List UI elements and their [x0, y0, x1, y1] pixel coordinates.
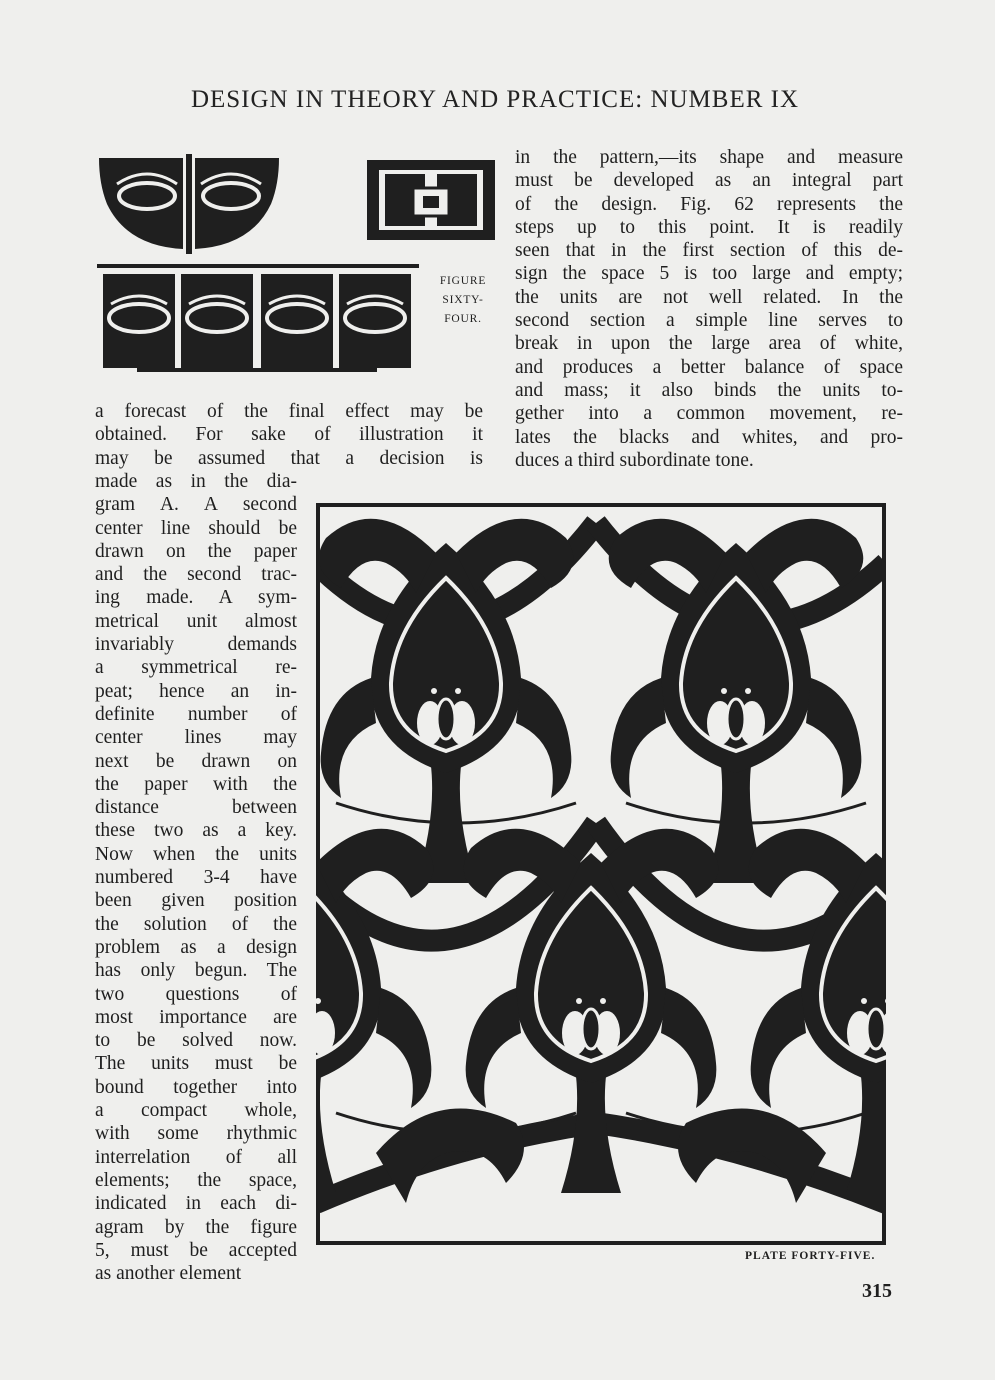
text-line: Now when the units: [95, 843, 297, 865]
figure-64-border-band: [97, 262, 419, 377]
text-line: a compact whole,: [95, 1100, 297, 1122]
text-line: and the second trac-: [95, 564, 297, 586]
text-line: the paper with the: [95, 773, 297, 795]
text-line: 5, must be accepted: [95, 1239, 297, 1261]
text-line: numbered 3-4 have: [95, 867, 297, 889]
figure-64-ornament-square: [365, 158, 497, 242]
text-line: distance between: [95, 797, 297, 819]
left-column-text: [95, 400, 483, 470]
text-line: indicated in each di-: [95, 1193, 297, 1215]
figure-caption-line: FOUR.: [444, 313, 482, 325]
plate-45-pattern: [316, 503, 886, 1245]
text-line: bound together into: [95, 1076, 297, 1098]
text-line: drawn on the paper: [95, 540, 297, 562]
figure-64-ornament-top: [97, 154, 281, 254]
text-line: The units must be: [95, 1053, 297, 1075]
text-line: metrical unit almost: [95, 610, 297, 632]
text-line: invariably demands: [95, 634, 297, 656]
text-line: elements; the space,: [95, 1169, 297, 1191]
plate-caption: PLATE FORTY-FIVE.: [745, 1250, 876, 1262]
text-line: in the pattern,—its shape and measure: [515, 147, 903, 168]
text-line: been given position: [95, 890, 297, 912]
text-line: next be drawn on: [95, 750, 297, 772]
text-line: with some rhythmic: [95, 1123, 297, 1145]
text-line: of the design. Fig. 62 represents the: [515, 193, 903, 215]
text-line: seen that in the first section of this de-: [515, 240, 903, 262]
page-number: 315: [862, 1280, 892, 1302]
text-line: may be assumed that a decision is: [95, 447, 483, 469]
text-line: duces a third subordinate tone.: [515, 449, 754, 471]
text-line: made as in the dia-: [95, 471, 297, 492]
figure-caption-line: SIXTY-: [442, 294, 484, 306]
text-line: to be solved now.: [95, 1030, 297, 1052]
text-line: center lines may: [95, 727, 297, 749]
text-line: most importance are: [95, 1006, 297, 1028]
text-line: lates the blacks and whites, and pro-: [515, 426, 903, 448]
left-narrow-column-text: [95, 470, 297, 1285]
text-line: peat; hence an in-: [95, 680, 297, 702]
text-line: center line should be: [95, 517, 297, 539]
text-line: definite number of: [95, 703, 297, 725]
text-line: has only begun. The: [95, 960, 297, 982]
text-line: and mass; it also binds the units to-: [515, 379, 903, 401]
page-header: DESIGN IN THEORY AND PRACTICE: NUMBER IX: [190, 86, 800, 113]
text-line: gether into a common movement, re-: [515, 403, 903, 425]
text-line: a symmetrical re-: [95, 657, 297, 679]
text-line: the units are not well related. In the: [515, 286, 903, 308]
text-line: problem as a design: [95, 936, 297, 958]
figure-caption: [418, 272, 508, 329]
figure-caption-line: FIGURE: [439, 275, 487, 287]
text-line: these two as a key.: [95, 820, 297, 842]
text-line: steps up to this point. It is readily: [515, 216, 903, 238]
text-line: sign the space 5 is too large and empty;: [515, 263, 903, 285]
text-line: break in upon the large area of white,: [515, 333, 903, 355]
text-line: agram by the figure: [95, 1216, 297, 1238]
text-line: ing made. A sym-: [95, 587, 297, 609]
text-line: interrelation of all: [95, 1146, 297, 1168]
text-line: two questions of: [95, 983, 297, 1005]
text-line: a forecast of the final effect may be: [95, 401, 483, 422]
text-line: the solution of the: [95, 913, 297, 935]
text-line: obtained. For sake of illustration it: [95, 424, 483, 446]
text-line: and produces a better balance of space: [515, 356, 903, 378]
right-column-text: [515, 146, 903, 472]
text-line: as another element: [95, 1263, 242, 1285]
text-line: gram A. A second: [95, 494, 297, 516]
text-line: second section a simple line serves to: [515, 310, 903, 332]
text-line: must be developed as an integral part: [515, 170, 903, 192]
